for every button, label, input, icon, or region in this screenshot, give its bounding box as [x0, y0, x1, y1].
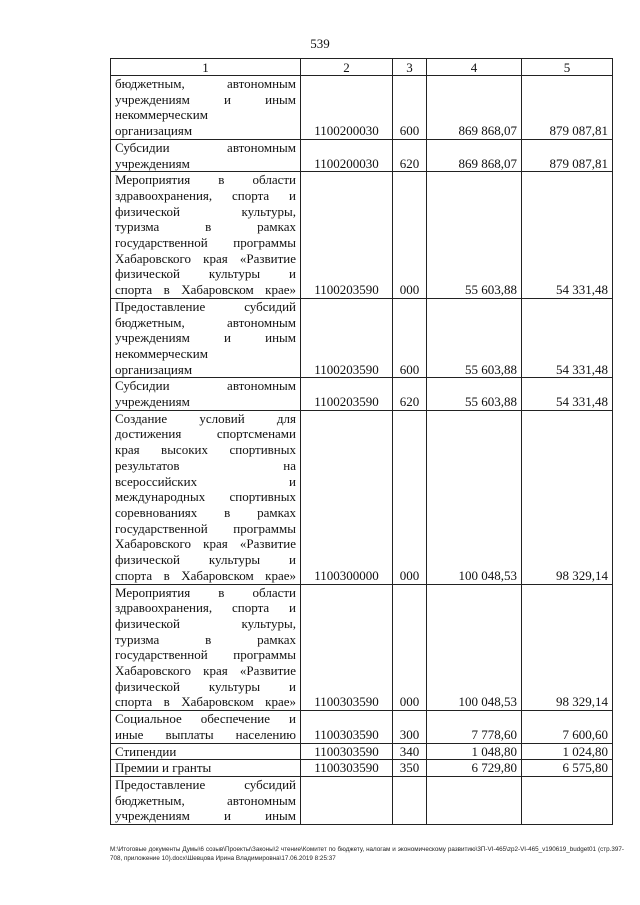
row-code-cell: 1100200030: [301, 139, 393, 171]
row-sum2-cell: 879 087,81: [522, 139, 613, 171]
row-sum2-cell: 879 087,81: [522, 76, 613, 140]
row-sum2-cell: 1 024,80: [522, 743, 613, 760]
table-header-row: [111, 59, 613, 76]
table-row: [111, 378, 613, 410]
table-body: [111, 76, 613, 825]
header-col-3: 3: [393, 59, 427, 76]
row-sum1-cell: 869 868,07: [427, 76, 522, 140]
table-row: [111, 76, 613, 140]
row-code-cell: 1100203590: [301, 172, 393, 299]
table-row: [111, 139, 613, 171]
row-vr-cell: 350: [393, 760, 427, 777]
budget-table: [110, 58, 613, 825]
row-vr-cell: 340: [393, 743, 427, 760]
header-col-1: 1: [111, 59, 301, 76]
row-sum1-cell: 6 729,80: [427, 760, 522, 777]
row-code-cell: 1100303590: [301, 743, 393, 760]
table-row-continued: [111, 776, 613, 824]
row-sum2-cell: 54 331,48: [522, 298, 613, 378]
row-name-cell: Предоставление субсидий бюджетным, автономным учреждениям и иным некоммерческим организациям: [111, 298, 301, 378]
row-name-cell: Социальное обеспечение и иные выплаты населению: [111, 711, 301, 743]
row-sum1-cell: 869 868,07: [427, 139, 522, 171]
table-row: [111, 410, 613, 584]
table-row: [111, 298, 613, 378]
row-vr-cell: 600: [393, 76, 427, 140]
header-col-2: 2: [301, 59, 393, 76]
row-vr-cell: 620: [393, 139, 427, 171]
row-sum2-cell: 98 329,14: [522, 410, 613, 584]
row-name-cell: Создание условий для достижения спортсменами края высоких спортивных результатов на всероссийских и международных спортивных соревнованиях в рамках государственной программы Хабаровского края «Развитие физической культуры и спорта в Хабаровском крае»: [111, 410, 301, 584]
row-sum1-cell: 7 778,60: [427, 711, 522, 743]
row-sum2-cell: 98 329,14: [522, 584, 613, 711]
empty-cell: [427, 776, 522, 824]
row-vr-cell: 000: [393, 172, 427, 299]
row-sum2-cell: 54 331,48: [522, 378, 613, 410]
row-code-cell: 1100303590: [301, 584, 393, 711]
table-row: [111, 172, 613, 299]
row-sum1-cell: 55 603,88: [427, 298, 522, 378]
empty-cell: [522, 776, 613, 824]
row-sum1-cell: 55 603,88: [427, 172, 522, 299]
row-name-cell: Субсидии автономным учреждениям: [111, 378, 301, 410]
row-vr-cell: 000: [393, 410, 427, 584]
row-vr-cell: 620: [393, 378, 427, 410]
row-name-cell: Мероприятия в области здравоохранения, спорта и физической культуры, туризма в рамках государственной программы Хабаровского края «Развитие физической культуры и спорта в Хабаровском крае»: [111, 172, 301, 299]
table-row: [111, 743, 613, 760]
empty-cell: [393, 776, 427, 824]
row-sum2-cell: 54 331,48: [522, 172, 613, 299]
row-vr-cell: 300: [393, 711, 427, 743]
document-path-footer: М:\Итоговые документы Думы\6 созыв\Проекты\Законы\2 чтение\Комитет по бюджету, налогам и экономическому развитию\3П-VI-465\zp2-VI-465_v190619_budget01 (стр.397-708, приложение 10).docx\Шевцова Ирина Владимировна\17.06.2019 8:25:37: [110, 846, 624, 862]
row-name-cell: Стипендии: [111, 743, 301, 760]
table-row: [111, 760, 613, 777]
table-row: [111, 584, 613, 711]
table-row: [111, 711, 613, 743]
page-number: 539: [310, 36, 330, 51]
row-name-cell: бюджетным, автономным учреждениям и иным некоммерческим организациям: [111, 76, 301, 140]
row-name-cell: Премии и гранты: [111, 760, 301, 777]
empty-cell: [301, 776, 393, 824]
row-code-cell: 1100303590: [301, 711, 393, 743]
row-code-cell: 1100200030: [301, 76, 393, 140]
row-code-cell: 1100300000: [301, 410, 393, 584]
header-col-5: 5: [522, 59, 613, 76]
row-code-cell: 1100203590: [301, 378, 393, 410]
row-sum1-cell: 55 603,88: [427, 378, 522, 410]
row-name-cell: Предоставление субсидий бюджетным, автономным учреждениям и иным: [111, 776, 301, 824]
row-sum1-cell: 1 048,80: [427, 743, 522, 760]
row-name-cell: Субсидии автономным учреждениям: [111, 139, 301, 171]
row-code-cell: 1100203590: [301, 298, 393, 378]
row-sum1-cell: 100 048,53: [427, 584, 522, 711]
row-name-cell: Мероприятия в области здравоохранения, спорта и физической культуры, туризма в рамках государственной программы Хабаровского края «Развитие физической культуры и спорта в Хабаровском крае»: [111, 584, 301, 711]
row-code-cell: 1100303590: [301, 760, 393, 777]
header-col-4: 4: [427, 59, 522, 76]
row-vr-cell: 000: [393, 584, 427, 711]
row-sum2-cell: 6 575,80: [522, 760, 613, 777]
row-sum1-cell: 100 048,53: [427, 410, 522, 584]
row-sum2-cell: 7 600,60: [522, 711, 613, 743]
row-vr-cell: 600: [393, 298, 427, 378]
